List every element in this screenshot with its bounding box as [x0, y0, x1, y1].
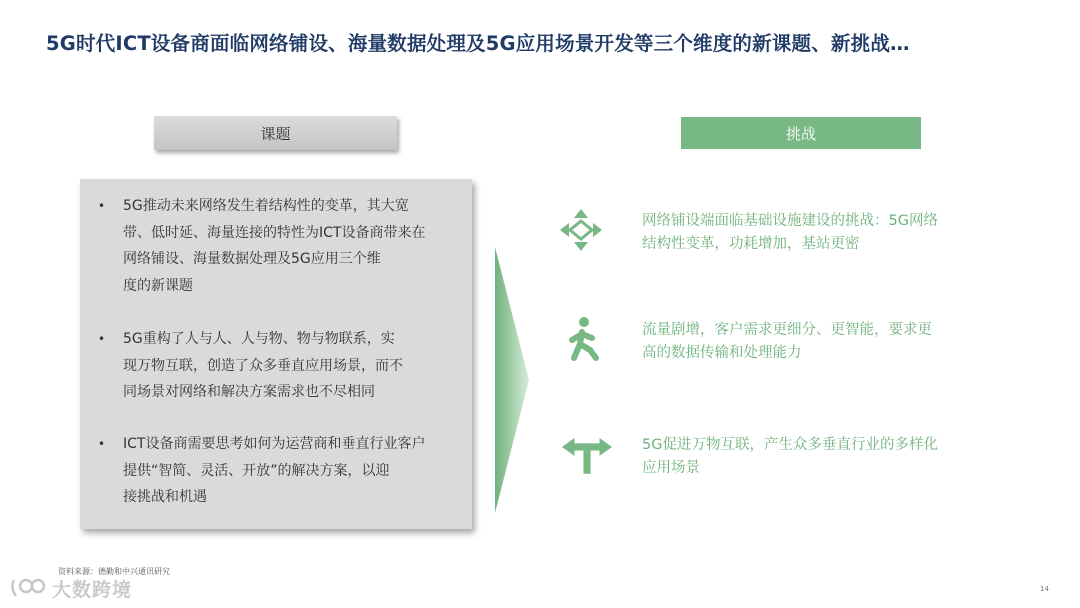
challenge-line: 应用场景 — [642, 460, 700, 476]
split-arrows-icon — [562, 432, 612, 478]
topic-text — [123, 193, 448, 299]
challenge-line: 网络铺设端面临基础设施建设的挑战：5G网络 — [642, 213, 938, 229]
watermark-logo — [8, 574, 132, 602]
challenge-line: 5G促进万物互联，产生众多垂直行业的多样化 — [642, 437, 938, 453]
challenge-text — [642, 210, 1022, 256]
topics-header: 课题 — [154, 116, 397, 150]
four-arrows-icon — [556, 207, 606, 253]
challenge-line: 高的数据传输和处理能力 — [642, 345, 802, 361]
challenge-line: 流量剧增，客户需求更细分、更智能，要求更 — [642, 322, 932, 338]
challenge-line: 结构性变革，功耗增加，基站更密 — [642, 236, 860, 252]
topic-line: 带、低时延、海量连接的特性为ICT设备商带来在 — [123, 224, 426, 241]
topics-box — [80, 179, 472, 529]
walking-person-icon — [562, 316, 612, 362]
topic-item — [98, 326, 448, 406]
challenge-text — [642, 434, 1022, 480]
topic-line: 现万物互联，创造了众多垂直应用场景，而不 — [123, 357, 403, 374]
challenge-text — [642, 319, 1022, 365]
topic-line: 接挑战和机遇 — [123, 489, 207, 505]
topic-item — [98, 431, 448, 511]
logo-text: 大数跨境 — [52, 578, 133, 601]
topic-line: 同场景对网络和解决方案需求也不尽相同 — [123, 384, 375, 400]
bullet: • — [98, 437, 106, 451]
gradient-arrow-icon — [495, 247, 529, 513]
topic-item — [98, 193, 448, 299]
topic-line: 网络铺设、海量数据处理及5G应用三个维 — [123, 251, 381, 267]
topic-line: 度的新课题 — [123, 277, 193, 294]
topic-line: 5G重构了人与人、人与物、物与物联系，实 — [123, 331, 395, 347]
challenges-header: 挑战 — [681, 117, 921, 149]
topic-line: 提供“智简、灵活、开放”的解决方案，以迎 — [123, 462, 390, 479]
page-title: 5G时代ICT设备商面临网络铺设、海量数据处理及5G应用场景开发等三个维度的新课题、新挑战… — [46, 32, 910, 55]
topic-line: 5G推动未来网络发生着结构性的变革，其大宽 — [123, 198, 409, 214]
logo-mark-icon — [8, 576, 46, 600]
bullet: • — [98, 332, 106, 346]
topic-line: ICT设备商需要思考如何为运营商和垂直行业客户 — [123, 436, 426, 452]
topic-text — [123, 326, 448, 406]
bullet: • — [98, 199, 106, 213]
page-number: 14 — [1040, 585, 1049, 593]
topic-text — [123, 431, 448, 511]
source-note: 资料来源：德勤和中兴通讯研究 — [58, 567, 170, 576]
